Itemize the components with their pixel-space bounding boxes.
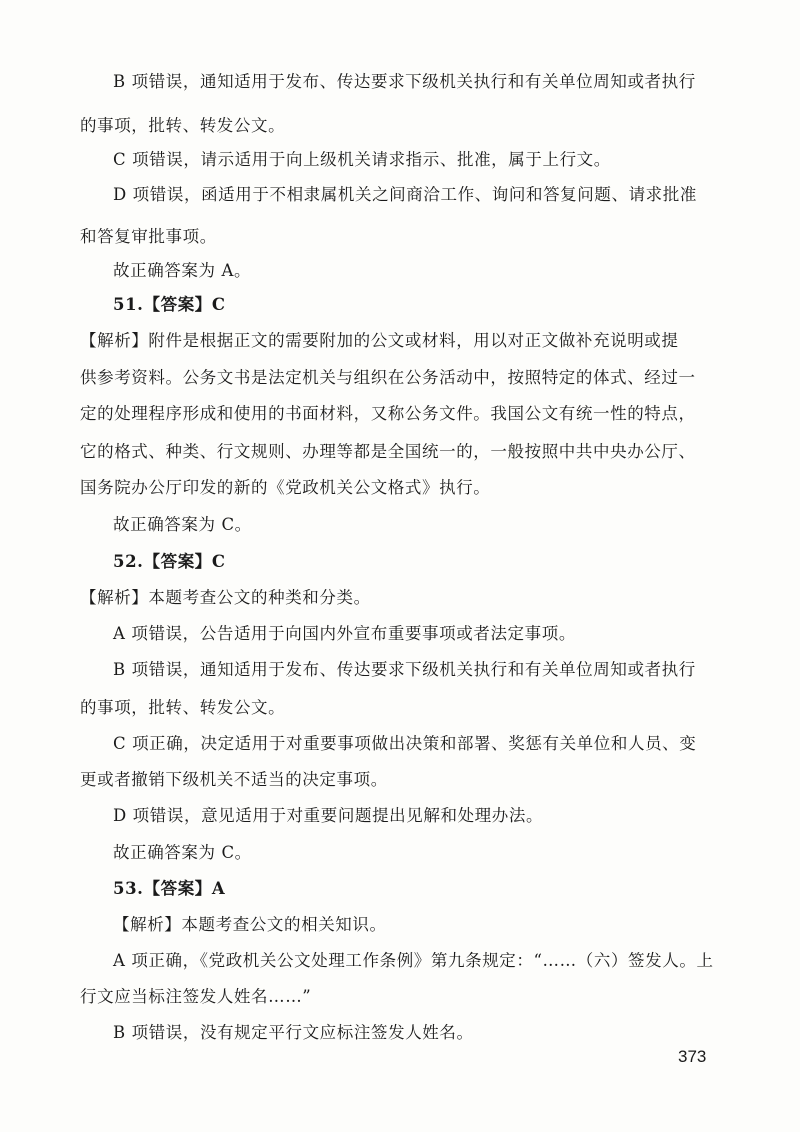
text-line: 故正确答案为 C。	[113, 843, 252, 862]
text-line: A 项错误，公告适用于向国内外宣布重要事项或者法定事项。	[113, 624, 576, 643]
text-line: 的事项，批转、转发公文。	[80, 698, 286, 717]
text-line: 的事项，批转、转发公文。	[80, 116, 286, 135]
text-line: 故正确答案为 A。	[113, 261, 252, 280]
analysis-line: 【解析】附件是根据正文的需要附加的公文或材料，用以对正文做补充说明或提	[80, 331, 679, 350]
text-line: B 项错误，通知适用于发布、传达要求下级机关执行和有关单位周知或者执行	[113, 72, 696, 91]
text-line: C 项错误，请示适用于向上级机关请求指示、批准，属于上行文。	[113, 150, 611, 169]
text-line: C 项正确，决定适用于对重要事项做出决策和部署、奖惩有关单位和人员、变	[113, 734, 697, 753]
text-line: 故正确答案为 C。	[113, 515, 252, 534]
text-line: 国务院办公厅印发的新的《党政机关公文格式》执行。	[80, 478, 491, 497]
analysis-line: 【解析】本题考查公文的种类和分类。	[80, 588, 371, 607]
text-line: 和答复审批事项。	[80, 227, 217, 246]
answer-heading-52: 52.【答案】C	[113, 552, 226, 571]
text-line: 供参考资料。公务文书是法定机关与组织在公务活动中，按照特定的体式、经过一	[80, 368, 696, 387]
text-line: 定的处理程序形成和使用的书面材料，又称公务文件。我国公文有统一性的特点，	[80, 404, 696, 423]
text-line: D 项错误，意见适用于对重要问题提出见解和处理办法。	[113, 806, 544, 825]
text-line: 行文应当标注签发人姓名……”	[80, 987, 312, 1006]
text-line: B 项错误，没有规定平行文应标注签发人姓名。	[113, 1023, 474, 1042]
text-line: 更或者撤销下级机关不适当的决定事项。	[80, 770, 388, 789]
text-line: D 项错误，函适用于不相隶属机关之间商洽工作、询问和答复问题、请求批准	[113, 185, 697, 204]
answer-heading-51: 51.【答案】C	[113, 295, 226, 314]
text-line: B 项错误，通知适用于发布、传达要求下级机关执行和有关单位周知或者执行	[113, 660, 696, 679]
text-line: A 项正确，《党政机关公文处理工作条例》第九条规定：“……（六）签发人。上	[113, 951, 714, 970]
answer-heading-53: 53.【答案】A	[113, 879, 226, 898]
analysis-line: 【解析】本题考查公文的相关知识。	[113, 915, 387, 934]
page-number: 373	[678, 1047, 707, 1066]
text-line: 它的格式、种类、行文规则、办理等都是全国统一的，一般按照中共中央办公厅、	[80, 442, 696, 461]
